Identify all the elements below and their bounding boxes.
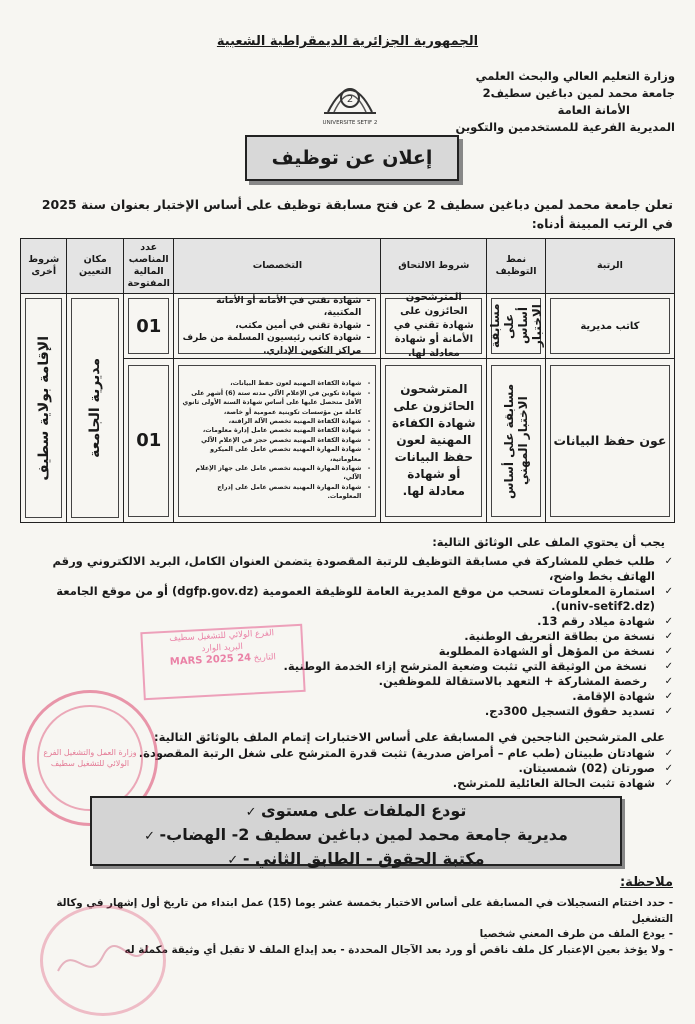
specialties-cell (178, 365, 376, 517)
header-rank: الرتبة (545, 239, 674, 294)
list-item: ✓ شهادة الإقامة. (33, 689, 673, 704)
place-cell: مديرية الجامعة (87, 358, 104, 458)
specialty-item: - شهادة الكفاءة المهنية تخصص عامل إدارة معلومات، (181, 426, 361, 435)
list-item: ✓ شهادة ميلاد رقم 13. (33, 614, 673, 629)
note-line: - يودع الملف من طرف المعني شخصيا (479, 928, 673, 940)
specialty-item: - شهادة الكفاءة المهنية تخصص الآلة الراقنة، (181, 417, 361, 426)
specialty-item: - شهادة الكفاءة المهنية لعون حفظ البيانات، (181, 379, 361, 388)
svg-text:UNIVERSITE SETIF 2: UNIVERSITE SETIF 2 (322, 120, 378, 126)
documents-list (33, 554, 673, 719)
conditions-cell: المترشحون الحائزون على شهادة تقني في الأمانة أو شهادة معادلة لها. (385, 298, 482, 354)
institution-header (415, 68, 675, 136)
intro-paragraph: تعلن جامعة محمد لمين دباغين سطيف 2 عن فتح مسابقة توظيف على أساس الإختبار بعنوان سنة 2025 في الرتب المبينة أدناه: (41, 197, 673, 231)
specialty-item: - شهادة كاتب رئيسيون المسلمة من طرف مراكز التكوين الإداري. (181, 332, 361, 357)
university-line: جامعة محمد لمين دباغين سطيف2 (482, 86, 675, 100)
list-item: ✓ شهادتان طبيتان (طب عام – أمراض صدرية) تثبت قدرة المترشح على شغل الرتبة المقصودة. (33, 746, 673, 761)
specialty-item: - شهادة المهارة المهنية تخصص عامل على إدراج المعلومات. (181, 483, 361, 502)
specialty-item: - شهادة تقني في أمين مكتب، (181, 320, 361, 333)
signature-icon (48, 931, 158, 991)
rank-cell: كاتب مديرية (550, 298, 670, 354)
after-success-heading: على المترشحين الناجحين في المسابقة على أساس الاختبارات إتمام الملف بالوثائق التالية: (154, 730, 665, 744)
header-other: شروط أخرى (21, 239, 67, 294)
deposit-box (90, 796, 622, 866)
republic-header: الجمهورية الجزائرية الديمقراطية الشعبية (216, 34, 479, 49)
list-item: ✓ نسخة من المؤهل أو الشهادة المطلوبة (33, 644, 673, 659)
deposit-line: تودع الملفات على مستوى ✓ (92, 800, 620, 824)
header-mode: نمط التوظيف (487, 239, 546, 294)
list-item: ✓ نسخة من بطاقة التعريف الوطنية. (33, 629, 673, 644)
jobs-table (20, 238, 675, 523)
header-positions: عدد المناصب المالية المفتوحة (123, 239, 173, 294)
note-line: - حدد اختتام التسجيلات في المسابقة على أساس الاختبار بخمسة عشر يوما (15) عمل ابتداء من تاريخ أول إشهار في وكالة التشغيل (56, 897, 673, 925)
svg-text:2: 2 (346, 94, 354, 105)
list-item: ✓ تسديد حقوق التسجيل 300دج. (33, 704, 673, 719)
conditions-cell: المترشحون الحائزون على شهادة الكفاءة المهنية لعون حفظ البيانات أو شهادة معادلة لها. (385, 365, 482, 517)
positions-cell: 01 (128, 365, 169, 517)
specialty-item: - شهادة المهارة المهنية تخصص عامل على الميكرو معلوماتية، (181, 445, 361, 464)
note-line: - ولا يؤخذ بعين الإعتبار كل ملف ناقص أو ورد بعد الآجال المحددة - بعد إيداع الملف لا تقبل أي وثيقة مكملة له (124, 943, 673, 956)
header-conditions: شروط الالتحاق (381, 239, 487, 294)
note-title: ملاحظة: (619, 875, 673, 890)
logo-icon (318, 72, 382, 130)
specialty-item: - شهادة تكوين في الإعلام الآلي مدته ستة (6) أشهر على الأقل متحصل عليها على أساس شهادة السنة الأولى ثانوي كاملة من مؤسسات تكوينية عمومية أو خاصة، (181, 389, 361, 417)
stamp-date: 24 MARS 2025 (169, 652, 252, 668)
list-item: ✓ طلب خطي للمشاركة في مسابقة التوظيف للرتبة المقصودة يتضمن العنوان الكامل، البريد الالكتروني ورقم الهاتف بخط واضح، (33, 554, 673, 584)
table-row (21, 294, 675, 359)
header-place: مكان التعيين (67, 239, 124, 294)
deposit-line: مكتبة الحقوق - الطابق الثاني - ✓ (92, 848, 620, 872)
list-item: ✓ صورتان (02) شمسيتان. (33, 761, 673, 776)
rank-cell: عون حفظ البيانات (550, 365, 670, 517)
list-item: ✓ استمارة المعلومات تسحب من موقع المديرية العامة للوظيفة العمومية (dgfp.gov.dz) أو من موقع الجامعة (univ-setif2.dz). (33, 584, 673, 614)
specialties-cell (178, 295, 376, 356)
page-title: إعلان عن توظيف (245, 135, 459, 181)
other-conditions-cell: الإقامة بولاية سطيف (35, 335, 52, 481)
positions-cell: 01 (128, 298, 169, 354)
mode-cell: مسابقة على أساس الاختبار المهني (502, 382, 531, 499)
list-item: ✓ شهادة تثبت الحالة العائلية للمترشح. (33, 776, 673, 791)
university-logo (318, 72, 382, 130)
secretariat-line: الأمانة العامة (557, 103, 630, 117)
table-header-row (21, 239, 675, 294)
official-round-stamp: وزارة العمل والتشغيل الفرع الولائي للتشغيل سطيف (22, 690, 158, 826)
specialty-item: - شهادة الكفاءة المهنية تخصص حجز في الإعلام الآلي (181, 436, 361, 445)
list-item: ✓ نسخة من الوثيقة التي تثبت وضعية المترشح إزاء الخدمة الوطنية. (33, 659, 673, 674)
received-stamp: الفرع الولائي للتشغيل سطيف البريد الوارد التاريخ 24 MARS 2025 (140, 624, 305, 700)
specialty-item: - شهادة المهارة المهنية تخصص عامل على جهاز الإعلام الآلي، (181, 464, 361, 483)
header-specialties: التخصصات (174, 239, 381, 294)
deposit-line: مديرية جامعة محمد لمين دباغين سطيف 2- الهضاب- ✓ (92, 824, 620, 848)
ministry-line: وزارة التعليم العالي والبحث العلمي (475, 69, 675, 83)
subdirectorate-line: المديرية الفرعية للمستخدمين والتكوين (455, 120, 675, 134)
list-item: ✓ رخصة المشاركة + التعهد بالاستقالة للموظفين. (33, 674, 673, 689)
documents-heading: يجب أن يحتوي الملف على الوثائق التالية: (432, 535, 665, 549)
signature-stamp (40, 905, 166, 1016)
specialty-item: - شهادة تقني في الأمانة أو الأمانة المكتبية، (181, 295, 361, 320)
mode-cell: مسابقة على أساس الاختبار (488, 303, 545, 349)
